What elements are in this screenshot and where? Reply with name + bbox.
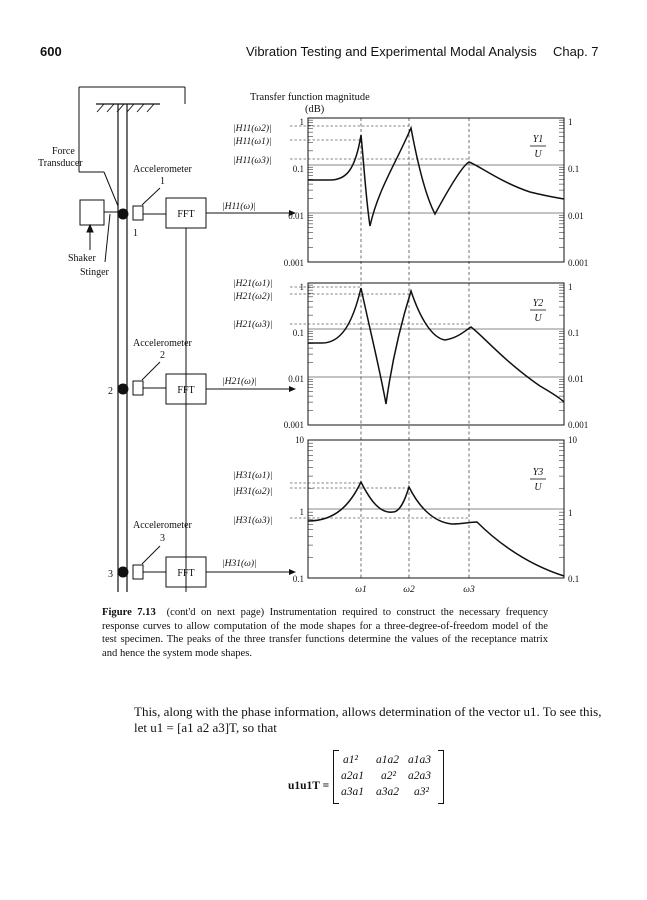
tick-right: 1 xyxy=(568,282,573,292)
tick-right: 1 xyxy=(568,508,573,518)
peak-label: |H11(ω3)| xyxy=(233,156,272,166)
force-transducer-label: Force xyxy=(52,146,75,157)
tick-right: 0.01 xyxy=(568,374,584,384)
peak-label: |H11(ω2)| xyxy=(233,124,272,134)
equation-lhs: u1u1T = xyxy=(288,780,330,792)
point-1-label: 1 xyxy=(133,228,138,239)
yaxis-title: Transfer function magnitude xyxy=(250,92,370,103)
measurement-point-2 xyxy=(118,384,129,395)
tick-right: 0.1 xyxy=(568,328,580,338)
peak-label: |H11(ω1)| xyxy=(233,137,272,147)
matrix-bracket-right xyxy=(438,750,444,804)
caption-text: (cont'd on next page) Instrumentation required to construct the necessary frequency response curves to allow computation of the mode shapes for a three-degree-of-freedom model of the test specimen. The peaks of the three transfer functions determine the values of the receptance matrix and hence the system mode shapes. xyxy=(102,607,548,659)
freq-label-omega2: ω2 xyxy=(403,585,415,595)
ratio-numerator: Y3 xyxy=(532,467,544,478)
stinger-label: Stinger xyxy=(80,267,109,278)
tick-left: 1 xyxy=(299,282,304,292)
transfer-curve-h31 xyxy=(308,482,564,576)
ratio-denominator: U xyxy=(534,482,542,493)
tick-left: 10 xyxy=(295,435,304,445)
tick-left: 0.1 xyxy=(292,164,304,174)
transfer-curve-h21 xyxy=(308,288,564,404)
accelerometer-2-label: Accelerometer xyxy=(133,338,192,349)
matrix-cell: a3² xyxy=(414,786,429,798)
output-label: |H31(ω)| xyxy=(222,559,257,569)
chapter-label: Chap. 7 xyxy=(553,44,599,59)
matrix-cell: a2² xyxy=(381,770,396,782)
peak-label: |H31(ω1)| xyxy=(233,471,273,481)
tick-left: 1 xyxy=(299,507,304,517)
matrix-cell: a1a3 xyxy=(408,754,431,766)
measurement-point-3 xyxy=(118,567,129,578)
tick-left: 0.1 xyxy=(292,328,304,338)
matrix-cell: a3a1 xyxy=(341,786,364,798)
tick-right: 10 xyxy=(568,435,577,445)
peak-label: |H21(ω1)| xyxy=(233,279,273,289)
freq-label-omega1: ω1 xyxy=(355,585,367,595)
accelerometer-2-number: 2 xyxy=(160,350,165,361)
matrix-cell: a1² xyxy=(343,754,358,766)
peak-label: |H21(ω2)| xyxy=(233,292,273,302)
plot-panel-2 xyxy=(222,278,588,430)
output-label: |H11(ω)| xyxy=(222,202,256,212)
point-3-label: 3 xyxy=(108,569,113,580)
caption-label: Figure 7.13 xyxy=(102,607,156,618)
peak-label: |H31(ω2)| xyxy=(233,487,273,497)
tick-right: 0.001 xyxy=(568,258,589,268)
accelerometer-3-label: Accelerometer xyxy=(133,520,192,531)
yaxis-unit: (dB) xyxy=(305,104,325,115)
figure-caption xyxy=(102,606,548,660)
force-transducer-label-2: Transducer xyxy=(38,158,83,169)
body-paragraph: This, along with the phase information, allows determination of the vector u1. To see this, let u1 = [a1 a2 a3]T, so that xyxy=(134,704,602,735)
peak-label: |H31(ω3)| xyxy=(233,516,273,526)
ratio-denominator: U xyxy=(534,313,542,324)
tick-left: 1 xyxy=(299,117,304,127)
ratio-numerator: Y2 xyxy=(532,298,544,309)
plot-panel-3 xyxy=(222,435,579,584)
matrix-cell: a2a3 xyxy=(408,770,431,782)
transfer-curve-h11 xyxy=(308,128,564,226)
fft-box-3-label: FFT xyxy=(177,568,195,579)
running-title: Vibration Testing and Experimental Modal Analysis xyxy=(246,44,537,59)
fft-box-2-label: FFT xyxy=(177,385,195,396)
matrix-cell: a2a1 xyxy=(341,770,364,782)
point-2-label: 2 xyxy=(108,386,113,397)
ratio-denominator: U xyxy=(534,149,542,160)
tick-left: 0.001 xyxy=(283,258,304,268)
accelerometer-1-number: 1 xyxy=(160,176,165,187)
matrix-cell: a3a2 xyxy=(376,786,399,798)
tick-left: 0.1 xyxy=(292,574,304,584)
tick-right: 0.1 xyxy=(568,574,580,584)
matrix-bracket-left xyxy=(333,750,339,804)
ratio-numerator: Y1 xyxy=(532,134,544,145)
tick-right: 1 xyxy=(568,117,573,127)
tick-right: 0.01 xyxy=(568,211,584,221)
shaker-label: Shaker xyxy=(68,253,96,264)
matrix-cell: a1a2 xyxy=(376,754,399,766)
tick-left: 0.01 xyxy=(288,211,304,221)
fft-box-1-label: FFT xyxy=(177,209,195,220)
tick-left: 0.01 xyxy=(288,374,304,384)
accelerometer-3-number: 3 xyxy=(160,533,165,544)
tick-right: 0.1 xyxy=(568,164,580,174)
tick-right: 0.001 xyxy=(568,420,589,430)
accelerometer-1-label: Accelerometer xyxy=(133,164,192,175)
page-number: 600 xyxy=(40,44,62,59)
freq-label-omega3: ω3 xyxy=(463,585,475,595)
peak-label: |H21(ω3)| xyxy=(233,320,273,330)
measurement-point-1 xyxy=(118,209,129,220)
plot-panel-1 xyxy=(222,117,588,268)
tick-left: 0.001 xyxy=(283,420,304,430)
output-label: |H21(ω)| xyxy=(222,377,257,387)
